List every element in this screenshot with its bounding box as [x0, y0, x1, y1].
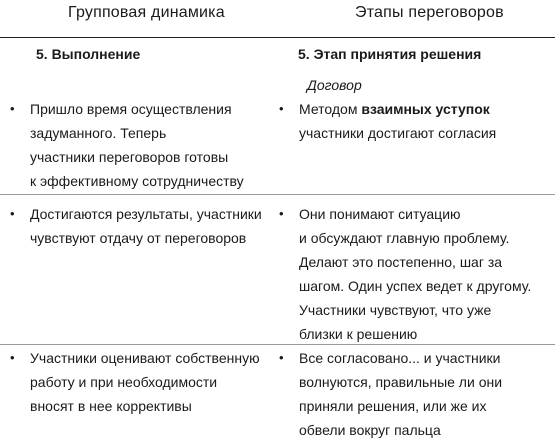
text-line: Пришло время осуществления [30, 101, 232, 117]
bullet: • [279, 101, 284, 116]
text-line: Достигаются результаты, участники [30, 206, 262, 222]
right-item-3 [279, 346, 539, 442]
text-line: шагом. Один успех ведет к другому. [299, 278, 532, 294]
text-line [299, 97, 539, 121]
row-divider [0, 194, 555, 195]
right-item-2 [279, 202, 539, 346]
header-divider [0, 37, 555, 38]
text-line: задуманного. Теперь [30, 125, 167, 141]
text-line: Участники оценивают собственную [30, 350, 260, 366]
bullet: • [10, 101, 15, 116]
bullet: • [279, 350, 284, 365]
left-section-title: 5. Выполнение [36, 46, 141, 62]
emphasis-text: взаимных уступок [361, 101, 490, 117]
text-line: близки к решению [299, 326, 418, 342]
left-column-title: Групповая динамика [68, 4, 225, 21]
text-line: приняли решения, или же их [299, 398, 487, 414]
text-line: участники достигают согласия [299, 125, 497, 141]
text-line: Они понимают ситуацию [299, 206, 461, 222]
text-line: вносят в нее коррективы [30, 398, 192, 414]
bullet: • [279, 206, 284, 221]
text-line: участники переговоров готовы [30, 149, 229, 165]
left-item-2 [10, 202, 270, 250]
text-line: чувствуют отдачу от переговоров [30, 230, 247, 246]
right-section-sublabel: Договор [307, 77, 362, 93]
text-line: обвели вокруг пальца [299, 422, 441, 438]
text-line: Все согласовано... и участники [299, 350, 501, 366]
left-item-3 [10, 346, 270, 418]
right-item-1 [279, 97, 539, 145]
text-line: волнуются, правильные ли они [299, 374, 503, 390]
bullet: • [10, 206, 15, 221]
text-line: Участники чувствуют, что уже [299, 302, 492, 318]
right-column-title: Этапы переговоров [355, 4, 504, 21]
right-section-title: 5. Этап принятия решения [298, 46, 482, 62]
bullet: • [10, 350, 15, 365]
text-line: и обсуждают главную проблему. [299, 230, 510, 246]
text-line: к эффективному сотрудничеству [30, 173, 244, 189]
text-line: работу и при необходимости [30, 374, 218, 390]
text-line: Делают это постепенно, шаг за [299, 254, 503, 270]
text-prefix: Методом [299, 101, 362, 117]
left-item-1 [10, 97, 270, 193]
row-divider [0, 344, 555, 345]
